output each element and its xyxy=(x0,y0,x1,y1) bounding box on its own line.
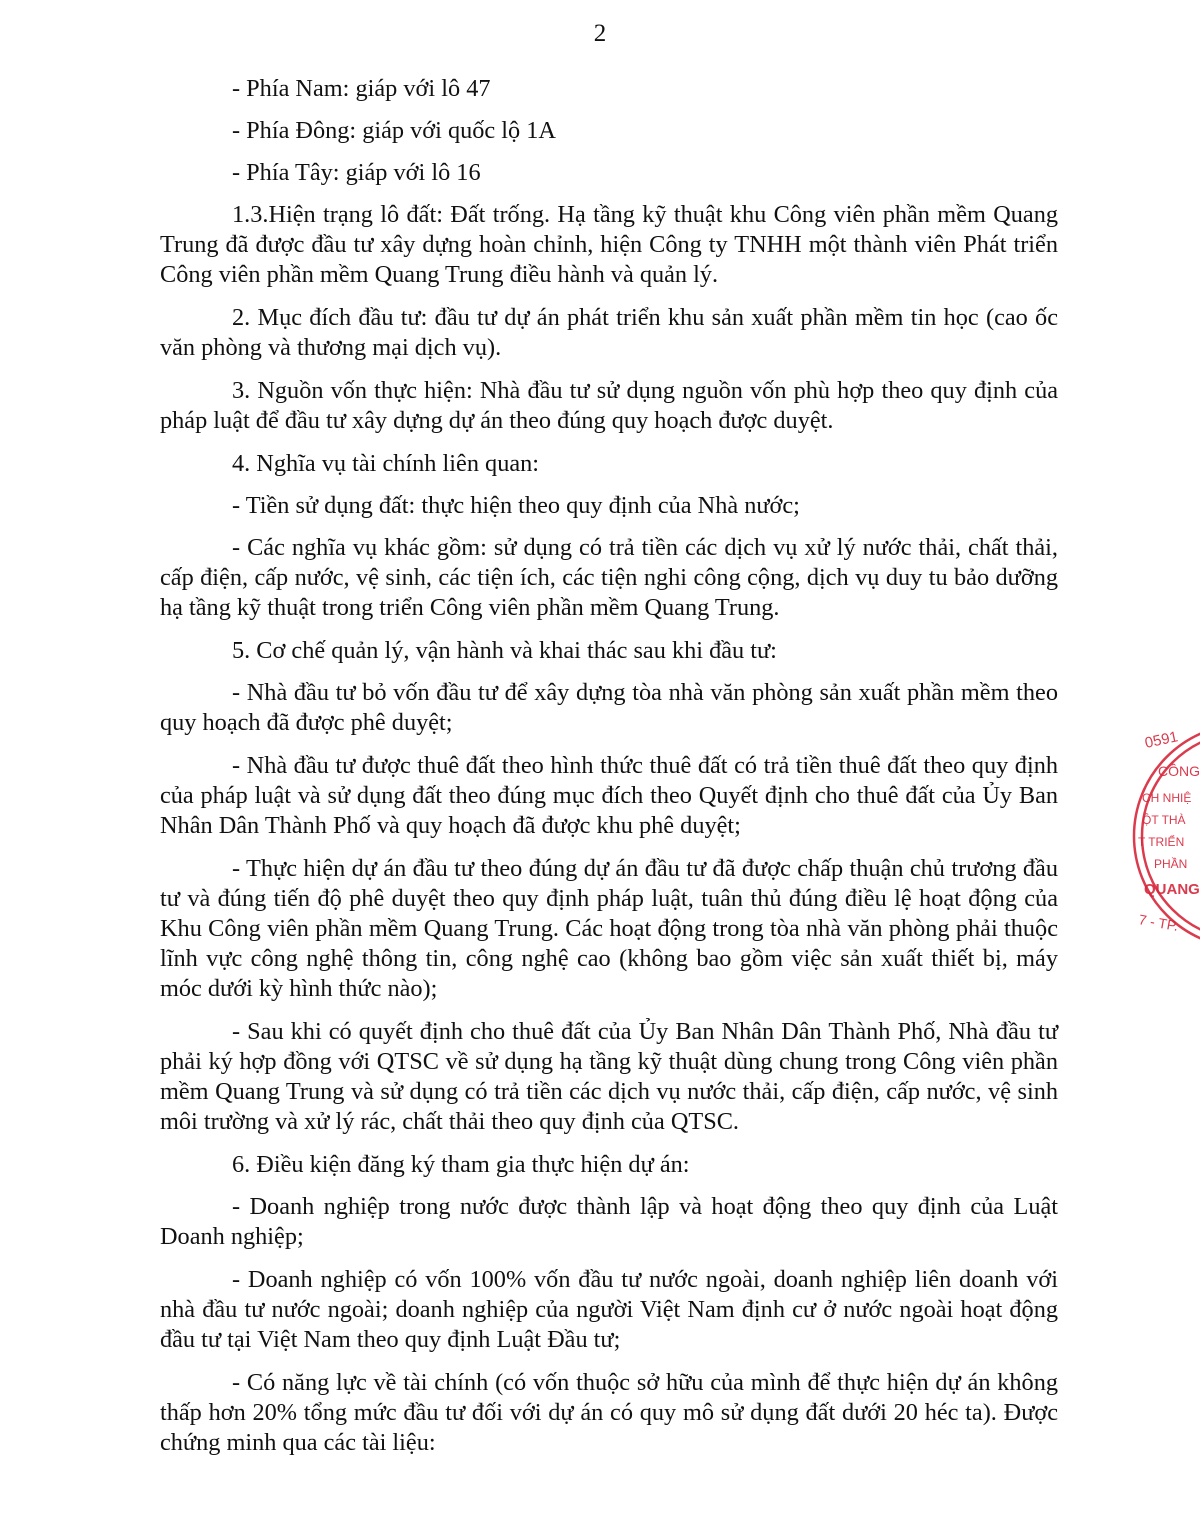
stamp-text-7: 7 - TP. xyxy=(1137,911,1180,934)
paragraph-domestic-enterprise: - Doanh nghiệp trong nước được thành lập và hoạt động theo quy định của Luật Doanh nghiệp; xyxy=(160,1193,1058,1250)
paragraph-investment-purpose: 2. Mục đích đầu tư: đầu tư dự án phát triển khu sản xuất phần mềm tin học (cao ốc văn phòng và thương mại dịch vụ). xyxy=(160,304,1058,361)
paragraph-financial-capacity: - Có năng lực về tài chính (có vốn thuộc sở hữu của mình để thực hiện dự án không thấp hơn 20% tổng mức đầu tư đối với dự án có quy mô sử dụng đất dưới 20 héc ta). Được chứng minh qua các tài liệu: xyxy=(160,1369,1058,1456)
paragraph-qtsc-contract: - Sau khi có quyết định cho thuê đất của Ủy Ban Nhân Dân Thành Phố, Nhà đầu tư phải ký hợp đồng với QTSC về sử dụng hạ tầng kỹ thuật dùng chung trong Công viên phần mềm Quang Trung và sử dụng có trả tiền các dịch vụ nước thải, cấp điện, cấp nước, vệ sinh môi trường và xử lý rác, chất thải theo quy định của QTSC. xyxy=(160,1018,1058,1135)
paragraph-land-status: 1.3.Hiện trạng lô đất: Đất trống. Hạ tầng kỹ thuật khu Công viên phần mềm Quang Trung đã được đầu tư xây dựng hoàn chỉnh, hiện Công ty TNHH một thành viên Phát triển Công viên phần mềm Quang Trung điều hành và quản lý. xyxy=(160,201,1058,288)
stamp-text-1: CÔNG xyxy=(1158,763,1200,779)
stamp-text-4: T TRIỂN xyxy=(1138,835,1185,849)
paragraph-land-use-fee: - Tiền sử dụng đất: thực hiện theo quy định của Nhà nước; xyxy=(232,492,800,519)
paragraph-capital-source: 3. Nguồn vốn thực hiện: Nhà đầu tư sử dụng nguồn vốn phù hợp theo quy định của pháp luật để đầu tư xây dựng dự án theo đúng quy hoạch được duyệt. xyxy=(160,377,1058,434)
paragraph-boundary-south: - Phía Nam: giáp với lô 47 xyxy=(232,75,491,102)
paragraph-eligibility-heading: 6. Điều kiện đăng ký tham gia thực hiện dự án: xyxy=(232,1151,690,1178)
paragraph-land-lease: - Nhà đầu tư được thuê đất theo hình thức thuê đất có trả tiền thuê đất theo quy định của pháp luật và sử dụng đất theo đúng mục đích theo Quyết định cho thuê đất của Ủy Ban Nhân Dân Thành Phố và quy hoạch đã được khu phê duyệt; xyxy=(160,752,1058,839)
red-seal-stamp xyxy=(1128,718,1200,948)
paragraph-financial-obligations-heading: 4. Nghĩa vụ tài chính liên quan: xyxy=(232,450,540,477)
document-body xyxy=(160,74,1058,1471)
stamp-text-2: CH NHIỆ xyxy=(1142,791,1192,805)
paragraph-boundary-east: - Phía Đông: giáp với quốc lộ 1A xyxy=(232,117,556,144)
stamp-text-0: 0591 xyxy=(1143,728,1180,752)
page-number: 2 xyxy=(593,20,607,47)
paragraph-foreign-enterprise: - Doanh nghiệp có vốn 100% vốn đầu tư nước ngoài, doanh nghiệp liên doanh với nhà đầu tư nước ngoài; doanh nghiệp của người Việt Nam định cư ở nước ngoài hoạt động đầu tư tại Việt Nam theo quy định Luật Đầu tư; xyxy=(160,1266,1058,1353)
stamp-text-6: QUANG xyxy=(1144,881,1200,898)
paragraph-boundary-west: - Phía Tây: giáp với lô 16 xyxy=(232,159,481,186)
stamp-text-3: ỘT THÀ xyxy=(1142,813,1186,827)
paragraph-investor-capital: - Nhà đầu tư bỏ vốn đầu tư để xây dựng tòa nhà văn phòng sản xuất phần mềm theo quy hoạch đã được phê duyệt; xyxy=(160,679,1058,736)
paragraph-project-execution: - Thực hiện dự án đầu tư theo đúng dự án đầu tư đã được chấp thuận chủ trương đầu tư và đúng tiến độ phê duyệt theo quy định pháp luật, tuân thủ đúng điều lệ hoạt động của Khu Công viên phần mềm Quang Trung. Các hoạt động trong tòa nhà văn phòng phải thuộc lĩnh vực công nghệ thông tin, công nghệ cao (không bao gồm việc sản xuất thiết bị, máy móc dưới kỳ hình thức nào); xyxy=(160,855,1058,1002)
stamp-text-5: PHẦN xyxy=(1154,857,1188,871)
paragraph-management-heading: 5. Cơ chế quản lý, vận hành và khai thác sau khi đầu tư: xyxy=(232,637,777,664)
paragraph-other-obligations: - Các nghĩa vụ khác gồm: sử dụng có trả tiền các dịch vụ xử lý nước thải, chất thải, cấp điện, cấp nước, vệ sinh, các tiện ích, các tiện nghi công cộng, dịch vụ duy tu bảo dưỡng hạ tầng kỹ thuật trong triển Công viên phần mềm Quang Trung. xyxy=(160,534,1058,621)
